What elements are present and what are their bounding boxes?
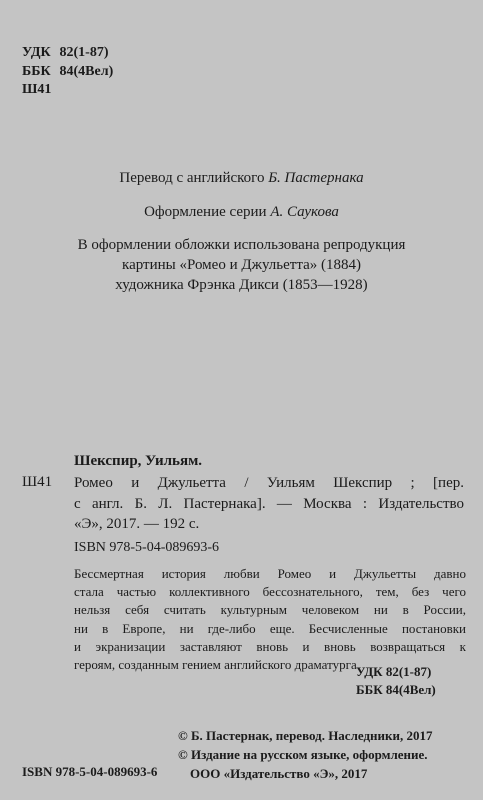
annotation: [74, 565, 466, 674]
copyright-edition: © Издание на русском языке, оформление.: [178, 747, 428, 762]
footer-codes: [356, 663, 436, 699]
translator-name: Б. Пастернака: [268, 170, 364, 186]
description-line: «Э», 2017. — 192 с.: [74, 516, 200, 532]
udk-label: УДК: [22, 45, 51, 60]
author-mark: [22, 81, 113, 100]
catalog-codes: [22, 44, 113, 100]
bibliographic-description: [74, 473, 464, 535]
cutter-number: Ш41: [22, 474, 53, 490]
description-line: с англ. Б. Л. Пастернака]. — Москва : Издательство: [74, 495, 464, 512]
copyright-translation: © Б. Пастернак, перевод. Наследники, 2017: [178, 728, 433, 743]
copyright-block: [178, 726, 433, 783]
cover-credit-line-2: картины «Ромео и Джульетта» (1884): [122, 257, 361, 273]
annotation-line: ни в Европе, ни где-либо еще. Бесчисленные постановки: [74, 620, 466, 636]
cover-credit-line-1: В оформлении обложки использована репродукция: [77, 237, 406, 253]
copyright-publisher: ООО «Издательство «Э», 2017: [190, 766, 368, 781]
annotation-line: стала частью коллективного бессознательного, тем, без чего: [74, 584, 466, 600]
footer-bbk: ББК 84(4Вел): [356, 682, 436, 697]
bbk-code: [22, 63, 113, 82]
author-heading: Шекспир, Уильям.: [74, 453, 203, 469]
bbk-label: ББК: [22, 63, 51, 79]
annotation-line: и экранизации заставляют вновь и вновь возвращаться к: [74, 638, 466, 654]
udk-value: 82(1-87): [59, 45, 109, 60]
isbn: ISBN 978-5-04-089693-6: [74, 540, 220, 555]
udk-code: [22, 44, 113, 63]
translation-prefix: Перевод с английского: [119, 170, 269, 186]
annotation-line: нельзя себя считать культурным человеком ни в России,: [74, 602, 466, 618]
designer-name: А. Саукова: [270, 204, 339, 220]
design-credit: [0, 204, 483, 221]
isbn-bottom: ISBN 978-5-04-089693-6: [22, 764, 158, 779]
cover-credit-line-3: художника Фрэнка Дикси (1853—1928): [115, 277, 368, 293]
design-prefix: Оформление серии: [144, 204, 271, 220]
description-line: Ромео и Джульетта / Уильям Шекспир ; [пер.: [74, 475, 464, 491]
annotation-line: Бессмертная история любви Ромео и Джульетты давно: [74, 566, 466, 581]
annotation-line: героям, созданным гением английского драматурга.: [74, 657, 360, 673]
footer-udk: УДК 82(1-87): [356, 664, 432, 679]
author-mark-label: Ш41: [22, 82, 52, 97]
translation-credit: [0, 170, 483, 187]
bbk-value: 84(4Вел): [59, 63, 114, 79]
